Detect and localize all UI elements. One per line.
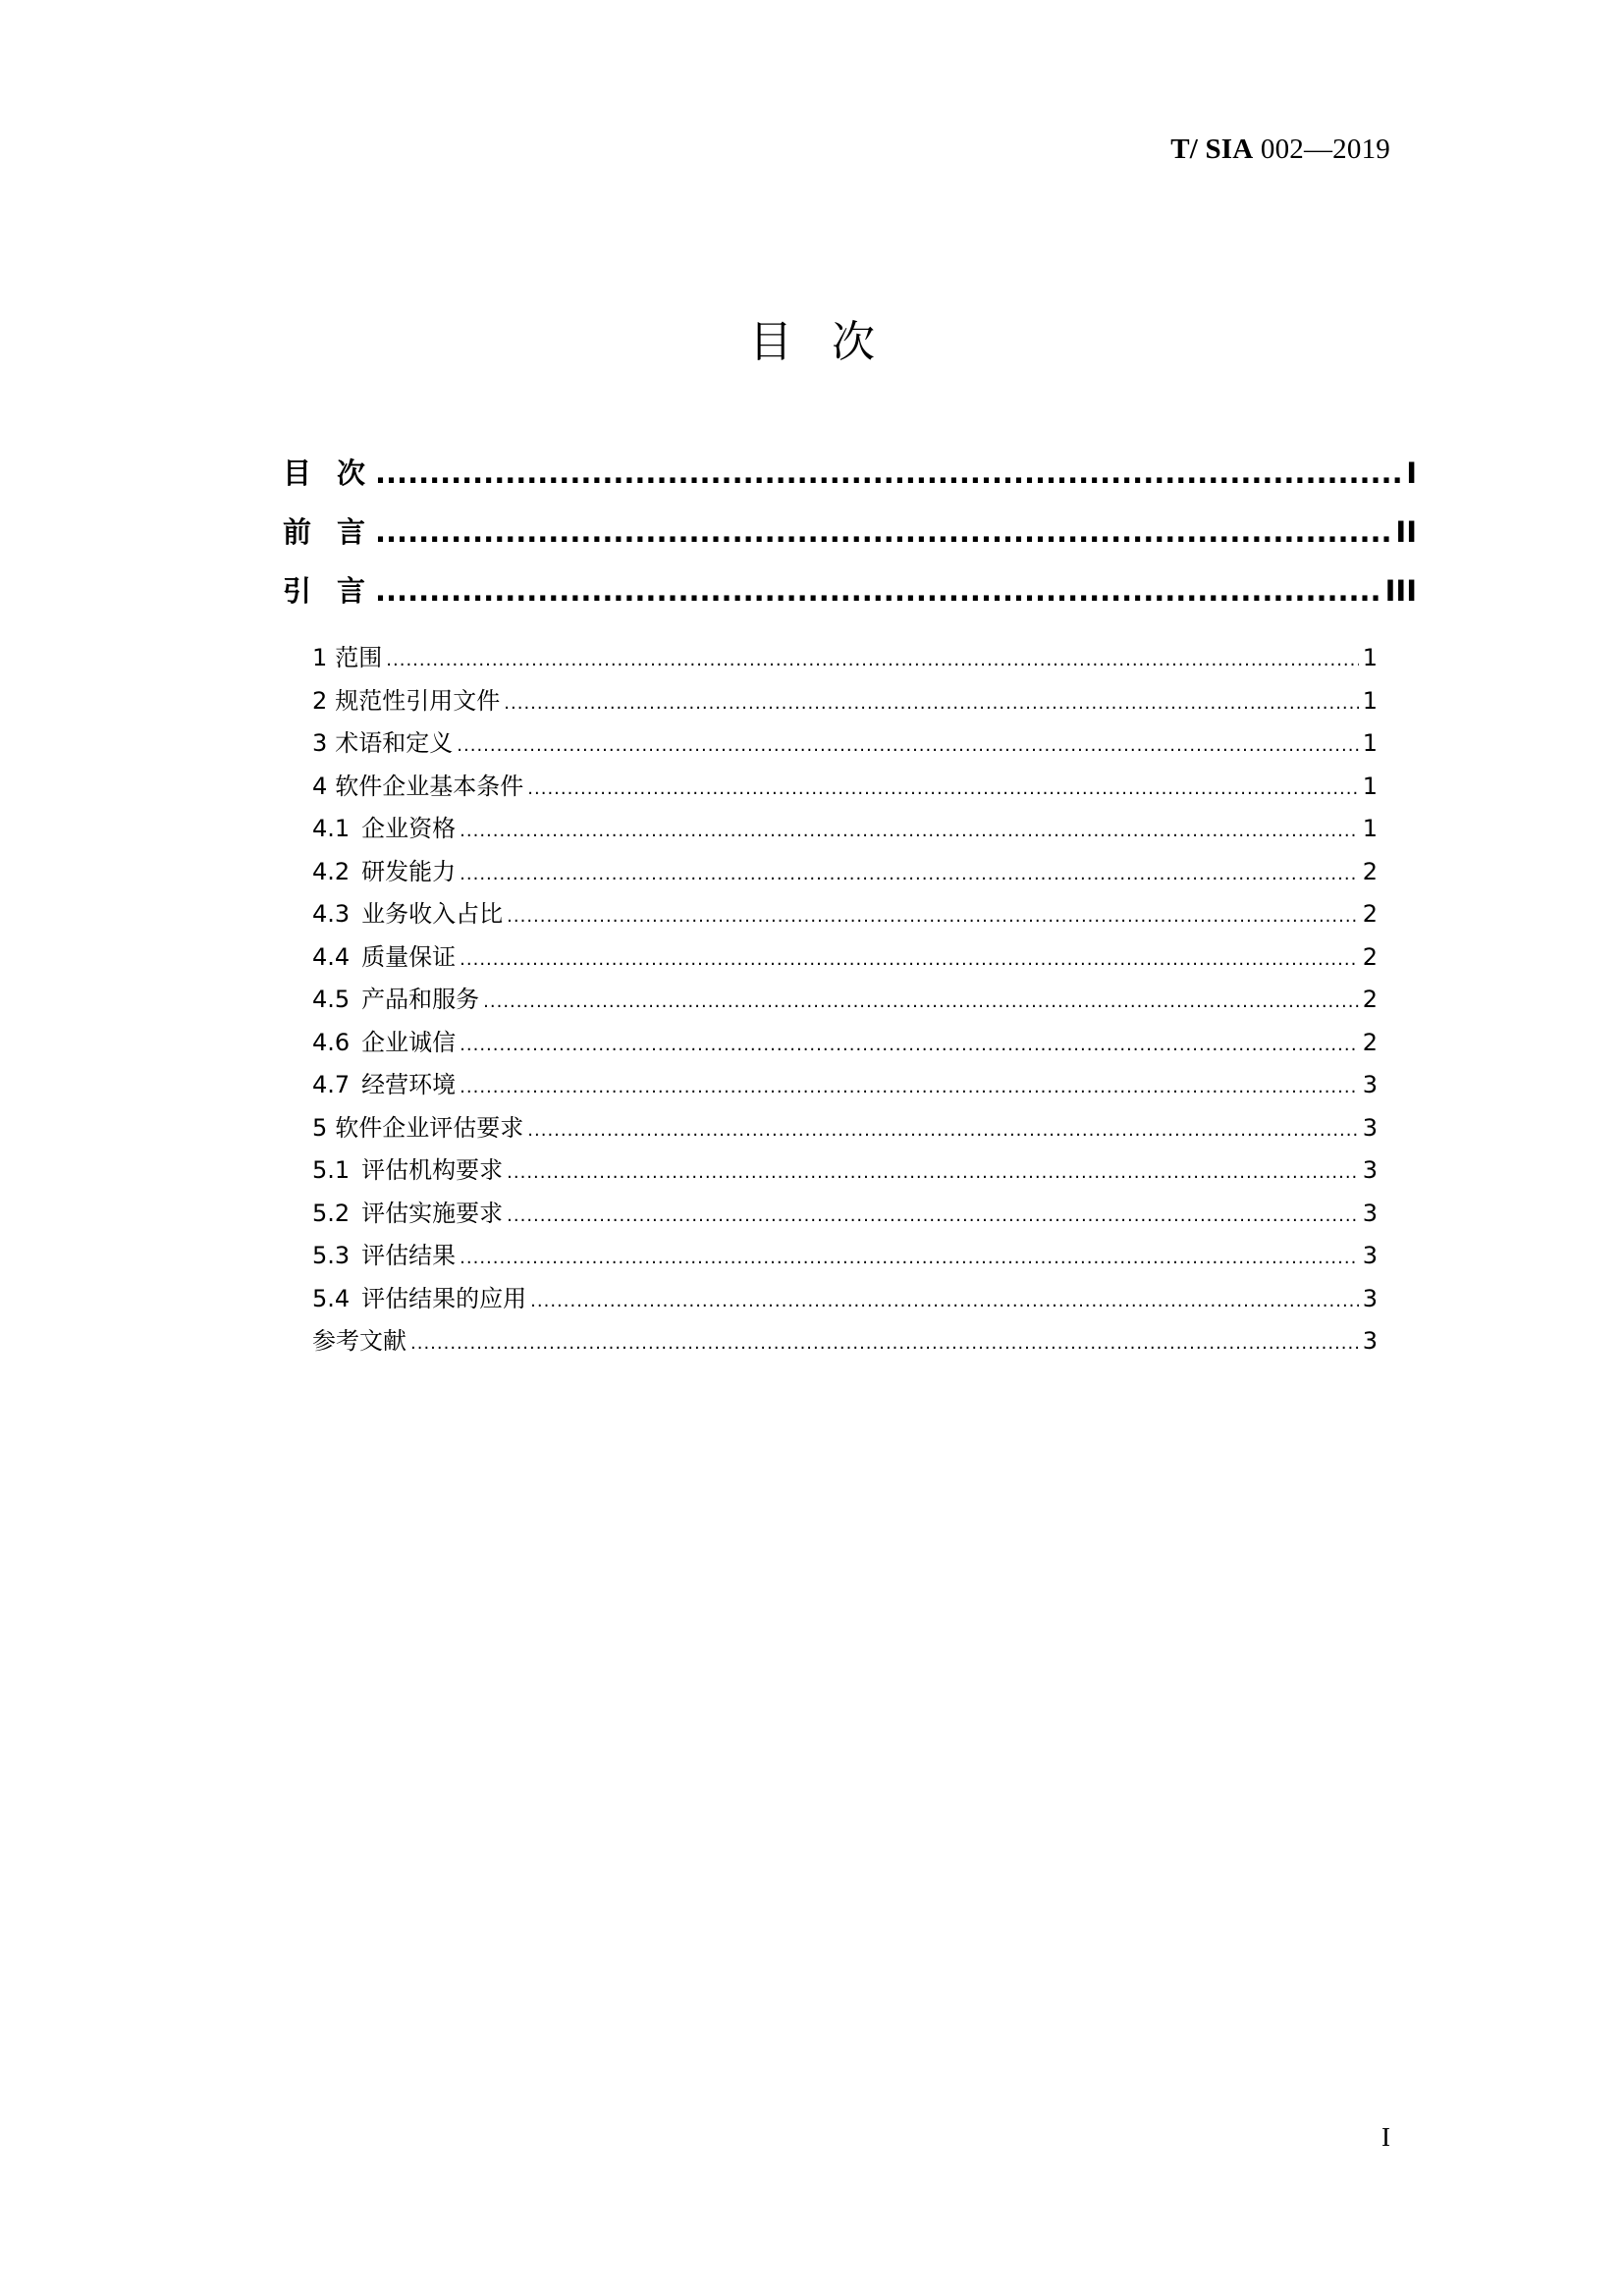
- toc-entry-label: 目次: [283, 456, 392, 490]
- toc-entry-page: 3: [1362, 1071, 1378, 1098]
- toc-entry-label: 企业诚信: [361, 1028, 457, 1056]
- toc-entry-page: 3: [1362, 1284, 1378, 1312]
- toc-entry-section-5-2[interactable]: [312, 1184, 1378, 1227]
- toc-entry-number: 5.1: [312, 1156, 351, 1184]
- toc-entry-section-5-3[interactable]: [312, 1226, 1378, 1269]
- dot-leader: [457, 729, 1358, 757]
- dot-leader: [375, 515, 1391, 549]
- toc-entry-number: 3: [312, 729, 328, 757]
- standard-code: [1170, 133, 1390, 166]
- dot-leader: [386, 644, 1358, 671]
- toc-entry-page: 1: [1362, 686, 1378, 715]
- dot-leader: [507, 1156, 1359, 1184]
- dot-leader: [460, 943, 1359, 971]
- toc-entry-page: 3: [1362, 1242, 1378, 1269]
- dot-leader: [507, 1200, 1359, 1227]
- toc-entry-label: 软件企业基本条件: [335, 772, 524, 800]
- toc-entry-number: 4.4: [312, 942, 351, 971]
- toc-entry-section-4-4[interactable]: [312, 928, 1378, 971]
- toc-entry-number: 4.7: [312, 1071, 351, 1098]
- dot-leader: [507, 900, 1359, 928]
- toc-entry-references[interactable]: [312, 1311, 1378, 1355]
- toc-entry-section-4-2[interactable]: [312, 842, 1378, 885]
- dot-leader: [375, 456, 1402, 490]
- standard-code-prefix: T/ SIA: [1170, 133, 1254, 165]
- toc-entry-page: II: [1395, 515, 1417, 549]
- toc-entry-number: 5.3: [312, 1242, 351, 1269]
- toc-entry-label: 引言: [283, 574, 392, 608]
- toc-entry-label: 范围: [335, 644, 383, 671]
- dot-leader: [460, 815, 1359, 842]
- toc-entry-label: 企业资格: [361, 815, 457, 842]
- toc-entry-label: 术语和定义: [335, 729, 454, 757]
- toc-entry-page: 2: [1362, 1028, 1378, 1056]
- toc-entry-page: 2: [1362, 986, 1378, 1013]
- toc-entry-label: 软件企业评估要求: [335, 1113, 524, 1142]
- toc-entry-page: 3: [1362, 1199, 1378, 1227]
- toc-entry-page: 3: [1362, 1327, 1378, 1355]
- toc-entry-label: 规范性引用文件: [335, 686, 501, 715]
- toc-entry-section-5[interactable]: [312, 1098, 1378, 1142]
- toc-entry-page: III: [1384, 574, 1417, 608]
- toc-entry-page: 3: [1362, 1113, 1378, 1142]
- toc-entry-section-3[interactable]: [312, 714, 1378, 757]
- toc-entry-number: 5.4: [312, 1284, 351, 1312]
- toc-entry-number: 5: [312, 1113, 328, 1142]
- toc-entry-page: 2: [1362, 900, 1378, 928]
- toc-entry-label: 研发能力: [361, 857, 457, 885]
- toc-entry-number: 4.1: [312, 815, 351, 842]
- toc-entry-number: 4: [312, 772, 328, 800]
- dot-leader: [527, 1114, 1358, 1142]
- toc-entry-label: 经营环境: [361, 1071, 457, 1098]
- dot-leader: [410, 1327, 1359, 1355]
- toc-entry-contents[interactable]: [283, 452, 1417, 510]
- toc-entry-label: 评估机构要求: [361, 1156, 504, 1184]
- dot-leader: [530, 1285, 1359, 1312]
- toc-entry-section-4[interactable]: [312, 757, 1378, 800]
- toc-entry-label: 前言: [283, 515, 392, 549]
- toc-entry-page: 2: [1362, 857, 1378, 885]
- toc-entry-introduction[interactable]: [283, 569, 1417, 628]
- toc-entry-number: 4.6: [312, 1028, 351, 1056]
- toc-entry-foreword[interactable]: [283, 510, 1417, 569]
- toc-entry-label: 产品和服务: [361, 986, 480, 1013]
- dot-leader: [460, 1242, 1359, 1269]
- dot-leader: [527, 773, 1358, 800]
- toc-entry-page: 3: [1362, 1156, 1378, 1184]
- page-number: I: [1381, 2122, 1390, 2152]
- standard-code-number: 002—2019: [1253, 133, 1390, 165]
- toc-entry-section-1[interactable]: [312, 628, 1378, 671]
- toc-entry-section-4-5[interactable]: [312, 970, 1378, 1013]
- page-title: 目次: [749, 317, 914, 367]
- toc-entry-page: 1: [1362, 772, 1378, 800]
- dot-leader: [504, 687, 1358, 715]
- dot-leader: [460, 1029, 1359, 1056]
- toc-entry-label: 参考文献: [312, 1327, 406, 1355]
- toc-entry-number: 4.3: [312, 900, 351, 928]
- toc-entry-number: 1: [312, 644, 328, 671]
- toc-entry-number: 4.5: [312, 986, 351, 1013]
- toc-entry-label: 评估结果: [361, 1242, 457, 1269]
- dot-leader: [375, 574, 1381, 608]
- toc-entry-page: I: [1406, 456, 1417, 490]
- toc-entry-section-2[interactable]: [312, 671, 1378, 715]
- dot-leader: [483, 986, 1359, 1013]
- toc-entry-section-4-1[interactable]: [312, 799, 1378, 842]
- toc-entry-label: 质量保证: [361, 942, 457, 971]
- toc-entry-page: 1: [1362, 729, 1378, 757]
- toc-entry-section-5-1[interactable]: [312, 1141, 1378, 1184]
- toc-entry-label: 业务收入占比: [361, 900, 504, 928]
- toc-entry-number: 2: [312, 686, 328, 715]
- table-of-contents: [283, 452, 1417, 1355]
- toc-entry-number: 4.2: [312, 857, 351, 885]
- toc-entry-page: 2: [1362, 942, 1378, 971]
- toc-entry-section-4-6[interactable]: [312, 1013, 1378, 1056]
- toc-entry-page: 1: [1362, 644, 1378, 671]
- dot-leader: [460, 1071, 1359, 1098]
- toc-entry-page: 1: [1362, 815, 1378, 842]
- toc-entry-number: 5.2: [312, 1199, 351, 1227]
- toc-entry-section-4-7[interactable]: [312, 1055, 1378, 1098]
- toc-entry-label: 评估结果的应用: [361, 1284, 527, 1312]
- toc-entry-label: 评估实施要求: [361, 1199, 504, 1227]
- toc-entry-section-5-4[interactable]: [312, 1269, 1378, 1312]
- dot-leader: [460, 858, 1359, 885]
- toc-entry-section-4-3[interactable]: [312, 884, 1378, 928]
